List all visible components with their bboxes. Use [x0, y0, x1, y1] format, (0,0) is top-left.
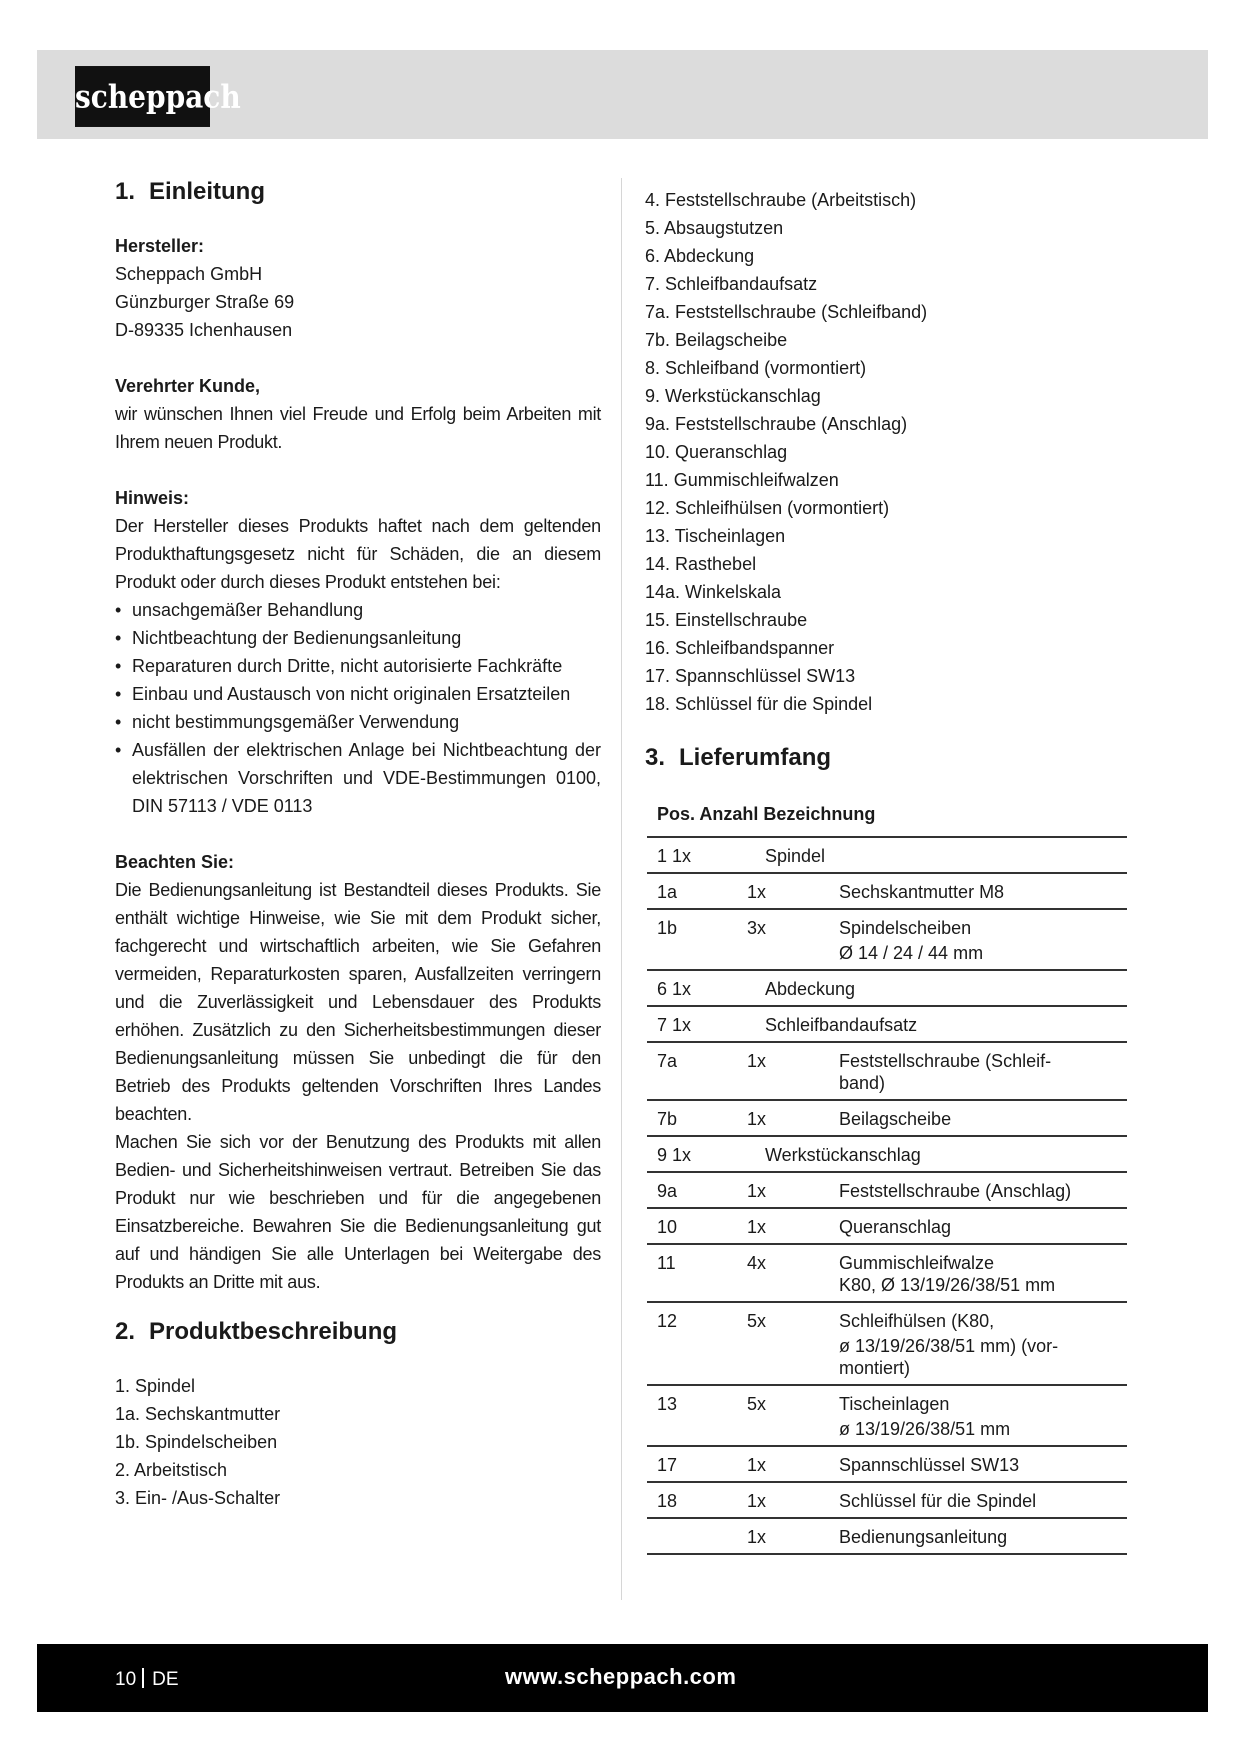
list-item: • Einbau und Austausch von nicht originalen Ersatzteilen: [115, 680, 601, 708]
manufacturer-line: Günzburger Straße 69: [115, 292, 295, 312]
table-row: [647, 1302, 1127, 1385]
table-header-row: [647, 802, 1127, 837]
section-intro-heading: 1. Einleitung: [115, 178, 265, 205]
cell-pos: [647, 1518, 737, 1554]
cell-desc: Queranschlag: [829, 1208, 1127, 1244]
cell-desc-line: montiert): [839, 1358, 911, 1378]
table-row: [647, 1482, 1127, 1518]
scope-table: [647, 802, 1127, 1555]
cell-desc: Feststellschraube (Anschlag): [829, 1172, 1127, 1208]
list-item: • nicht bestimmungsgemäßer Verwendung: [115, 708, 601, 736]
list-item: 14. Rasthebel: [645, 554, 757, 574]
cell-pos: 17: [647, 1446, 737, 1482]
cell-pos: 7b: [647, 1100, 737, 1136]
list-item: 11. Gummischleifwalzen: [645, 470, 839, 490]
manufacturer-line: Scheppach GmbH: [115, 264, 263, 284]
list-item: 9. Werkstückanschlag: [645, 386, 821, 406]
table-row: [647, 837, 1127, 873]
cell-desc: Sechskantmutter M8: [829, 873, 1127, 909]
cell-pos: 11: [647, 1244, 737, 1302]
list-item: 2. Arbeitstisch: [115, 1460, 228, 1480]
list-item: 1. Spindel: [115, 1376, 196, 1396]
table-row: [647, 873, 1127, 909]
table-header: Pos. Anzahl Bezeichnung: [647, 802, 1127, 837]
cell-pos: 1b: [647, 909, 737, 970]
list-item: 6. Abdeckung: [645, 246, 755, 266]
note-text: Der Hersteller dieses Produkts haftet nach dem geltenden Produkthaftungsgesetz nicht für Schäden, die an diesem Produkt oder durch dieses Produkt entstehen bei:: [115, 516, 601, 592]
table-row: [647, 1385, 1127, 1446]
list-item: 7b. Beilagscheibe: [645, 330, 788, 350]
list-item: 18. Schlüssel für die Spindel: [645, 694, 873, 714]
left-column: [115, 178, 601, 1512]
table-row: [647, 1208, 1127, 1244]
cell-posqty: 7 1x: [657, 1015, 692, 1035]
note-list: [115, 596, 601, 820]
cell-desc: Beilagscheibe: [829, 1100, 1127, 1136]
list-item: • Ausfällen der elektrischen Anlage bei Nichtbeachtung der elektrischen Vorschriften und VDE-Bestimmungen 0100, DIN 57113 / VDE 0113: [115, 736, 601, 820]
section-scope-heading: 3. Lieferumfang: [645, 744, 832, 771]
list-item: 15. Einstellschraube: [645, 610, 808, 630]
cell-qty: 3x: [737, 909, 829, 970]
cell-desc: Spindel: [765, 846, 826, 866]
list-item: 13. Tischeinlagen: [645, 526, 786, 546]
cell-posqty: 6 1x: [657, 979, 692, 999]
cell-desc: Werkstückanschlag: [765, 1145, 921, 1165]
table-row: [647, 1136, 1127, 1172]
website-link[interactable]: www.scheppach.com: [505, 1664, 737, 1689]
cell-desc: Tischeinlagen: [839, 1394, 950, 1414]
section-description-heading: 2. Produktbeschreibung: [115, 1318, 398, 1345]
cell-qty: 5x: [737, 1302, 829, 1385]
cell-qty: 1x: [737, 1482, 829, 1518]
table-row: [647, 1446, 1127, 1482]
cell-pos: 12: [647, 1302, 737, 1385]
list-item: 4. Feststellschraube (Arbeitstisch): [645, 190, 917, 210]
cell-desc-line: band): [839, 1073, 886, 1093]
cell-desc: Schleifbandaufsatz: [765, 1015, 918, 1035]
list-item: 16. Schleifbandspanner: [645, 638, 835, 658]
cell-qty: 1x: [737, 1100, 829, 1136]
cell-desc: Schlüssel für die Spindel: [829, 1482, 1127, 1518]
cell-desc: Gummischleifwalze: [839, 1253, 995, 1273]
cell-desc: Abdeckung: [765, 979, 856, 999]
right-column: [645, 186, 1130, 1555]
cell-desc: Spindelscheiben: [839, 918, 972, 938]
list-item: 12. Schleifhülsen (vormontiert): [645, 498, 890, 518]
attention-text: Die Bedienungsanleitung ist Bestandteil dieses Produkts. Sie enthält wichtige Hinweise, wie Sie mit dem Produkt sicher, fachgerecht und wirtschaftlich arbeiten, wie Sie Gefahren vermeiden, Reparaturkosten sparen, Ausfallzeiten verringern und die Zuverlässigkeit und Lebensdauer des Produkts erhöhen. Zusätzlich zu den Sicherheitsbestimmungen dieser Bedienungsanleitung müssen Sie unbedingt die für den Betrieb des Produkts geltenden Vorschriften Ihres Landes beachten.: [115, 880, 601, 1124]
cell-desc: Spannschlüssel SW13: [829, 1446, 1127, 1482]
cell-pos: 13: [647, 1385, 737, 1446]
footer-bar: [37, 1644, 1208, 1712]
list-item: • Nichtbeachtung der Bedienungsanleitung: [115, 624, 601, 652]
table-row: [647, 909, 1127, 970]
list-item: 7a. Feststellschraube (Schleifband): [645, 302, 928, 322]
list-item: 8. Schleifband (vormontiert): [645, 358, 867, 378]
list-item: 1a. Sechskantmutter: [115, 1404, 281, 1424]
customer-label: Verehrter Kunde,: [115, 376, 261, 396]
list-item: 14a. Winkelskala: [645, 582, 782, 602]
cell-posqty: 9 1x: [657, 1145, 692, 1165]
table-row: [647, 1244, 1127, 1302]
attention-label: Beachten Sie:: [115, 852, 235, 872]
cell-qty: 1x: [737, 1172, 829, 1208]
list-item: • unsachgemäßer Behandlung: [115, 596, 601, 624]
list-item: 17. Spannschlüssel SW13: [645, 666, 856, 686]
cell-qty: 1x: [737, 1518, 829, 1554]
cell-posqty: 1 1x: [657, 846, 692, 866]
manufacturer-line: D-89335 Ichenhausen: [115, 320, 293, 340]
header-bar: [37, 50, 1208, 139]
cell-desc-line: ø 13/19/26/38/51 mm: [839, 1419, 1011, 1439]
list-item: 7. Schleifbandaufsatz: [645, 274, 818, 294]
cell-desc-line: K80, Ø 13/19/26/38/51 mm: [839, 1275, 1056, 1295]
cell-qty: 4x: [737, 1244, 829, 1302]
attention-text-2: Machen Sie sich vor der Benutzung des Produkts mit allen Bedien- und Sicherheitshinweisen vertraut. Betreiben Sie das Produkt nur wie beschrieben und für die angegebenen Einsatzbereiche. Bewahren Sie die Bedienungsanleitung gut auf und händigen Sie alle Unterlagen bei Weitergabe des Produkts an Dritte mit aus.: [115, 1132, 601, 1292]
cell-pos: 18: [647, 1482, 737, 1518]
cell-qty: 1x: [737, 1208, 829, 1244]
table-row: [647, 1100, 1127, 1136]
cell-qty: 1x: [737, 1446, 829, 1482]
cell-desc: Feststellschraube (Schleif-: [839, 1051, 1052, 1071]
cell-desc-line: Ø 14 / 24 / 44 mm: [839, 943, 984, 963]
cell-qty: 5x: [737, 1385, 829, 1446]
table-row: [647, 1172, 1127, 1208]
page-number: 10 DE: [115, 1669, 179, 1690]
scheppach-logo: scheppach: [75, 66, 210, 127]
list-item: 3. Ein- /Aus-Schalter: [115, 1488, 281, 1508]
cell-pos: 1a: [647, 873, 737, 909]
cell-desc: Schleifhülsen (K80,: [839, 1311, 995, 1331]
list-item: 9a. Feststellschraube (Anschlag): [645, 414, 908, 434]
table-row: [647, 1006, 1127, 1042]
cell-qty: 1x: [737, 1042, 829, 1100]
list-item: 5. Absaugstutzen: [645, 218, 784, 238]
cell-desc: Bedienungsanleitung: [829, 1518, 1127, 1554]
note-label: Hinweis:: [115, 488, 190, 508]
description-list-part1: [115, 1372, 601, 1512]
cell-pos: 9a: [647, 1172, 737, 1208]
list-item: 1b. Spindelscheiben: [115, 1432, 278, 1452]
customer-text: wir wünschen Ihnen viel Freude und Erfolg beim Arbeiten mit Ihrem neuen Produkt.: [115, 404, 601, 452]
cell-pos: 7a: [647, 1042, 737, 1100]
description-list-part2: [645, 186, 1130, 718]
column-divider: [621, 178, 622, 1600]
cell-pos: 10: [647, 1208, 737, 1244]
table-row: [647, 1042, 1127, 1100]
table-row: [647, 1518, 1127, 1554]
table-row: [647, 970, 1127, 1006]
manufacturer-label: Hersteller:: [115, 236, 205, 256]
list-item: • Reparaturen durch Dritte, nicht autorisierte Fachkräfte: [115, 652, 601, 680]
cell-desc-line: ø 13/19/26/38/51 mm) (vor-: [839, 1336, 1059, 1356]
list-item: 10. Queranschlag: [645, 442, 788, 462]
cell-qty: 1x: [737, 873, 829, 909]
